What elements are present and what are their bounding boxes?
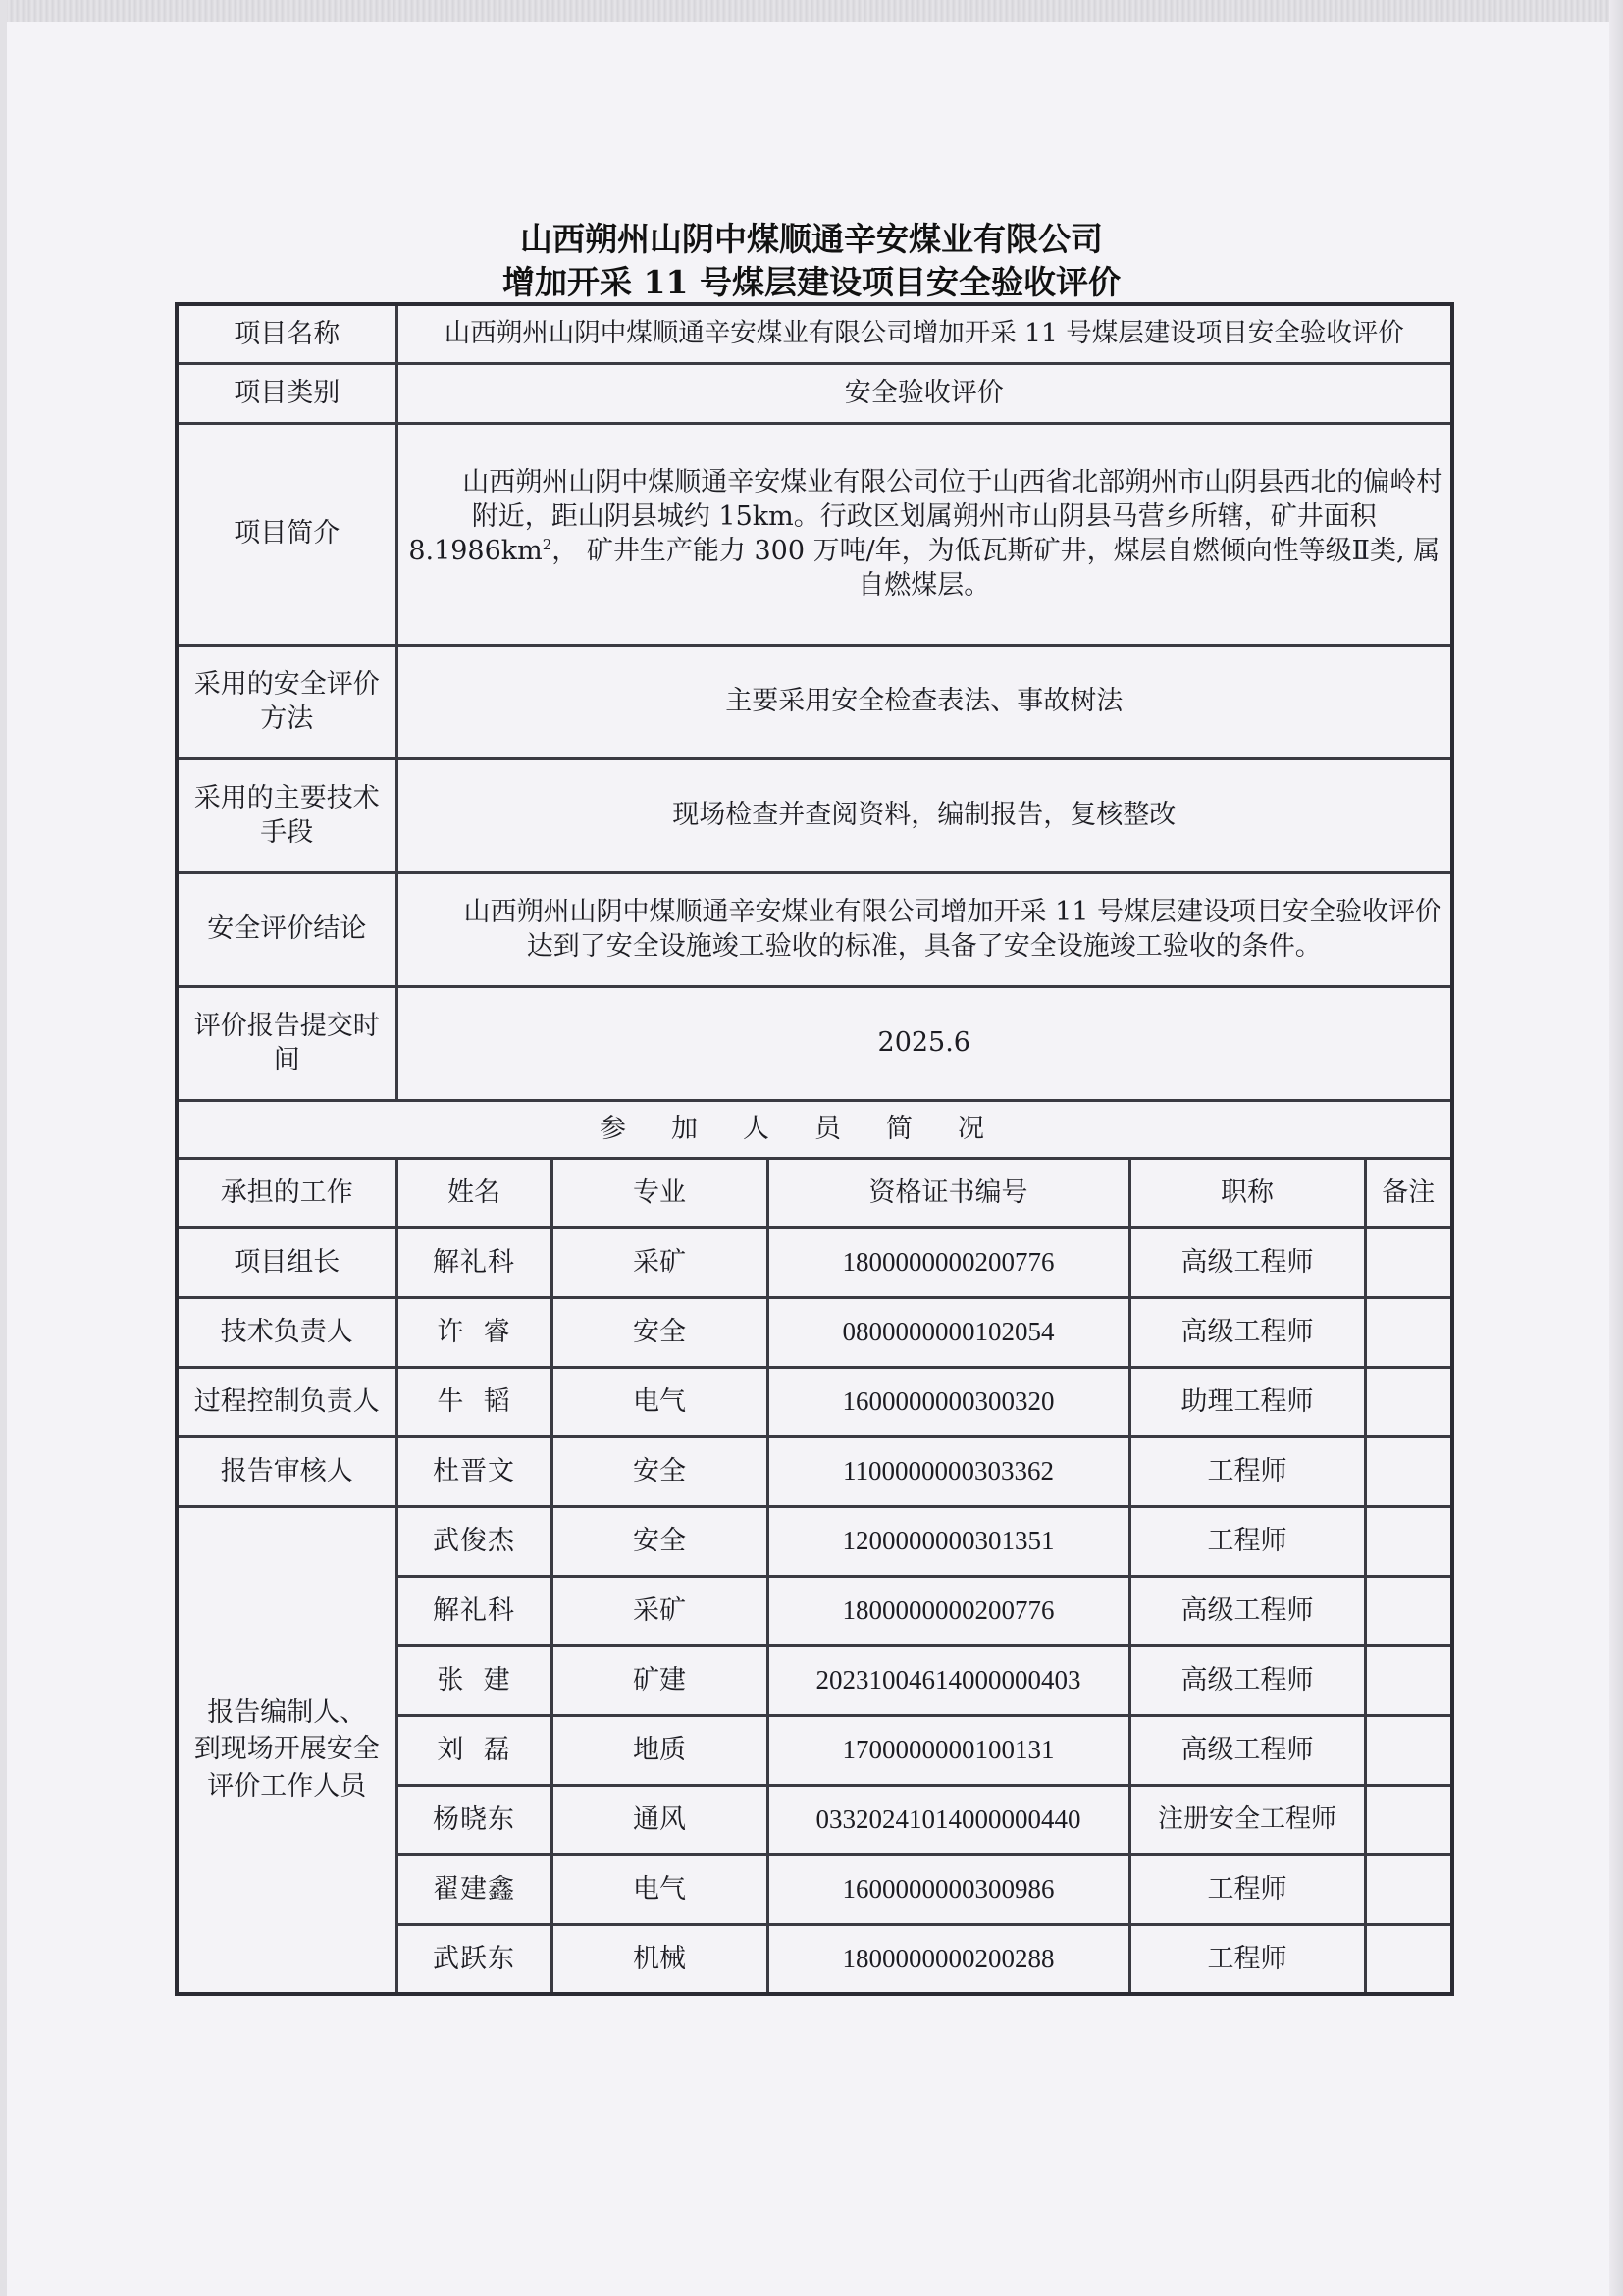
major-cell: 安全 xyxy=(551,1436,767,1506)
name-cell: 解礼科 xyxy=(396,1227,551,1297)
name-cell: 刘 磊 xyxy=(396,1715,551,1785)
name-cell: 翟建鑫 xyxy=(396,1854,551,1924)
row-technical-means xyxy=(177,758,1452,872)
note-cell xyxy=(1365,1715,1452,1785)
name-cell: 武跃东 xyxy=(396,1924,551,1994)
date-value: 2025.6 xyxy=(396,986,1452,1100)
cert-cell: 20231004614000000403 xyxy=(767,1645,1129,1715)
conclusion-label: 安全评价结论 xyxy=(177,872,396,986)
note-cell xyxy=(1365,1785,1452,1854)
title-cell: 高级工程师 xyxy=(1129,1297,1365,1367)
major-cell: 通风 xyxy=(551,1785,767,1854)
cert-cell: 1200000000301351 xyxy=(767,1506,1129,1576)
note-cell xyxy=(1365,1436,1452,1506)
note-cell xyxy=(1365,1645,1452,1715)
means-label-line-1: 采用的主要技术 xyxy=(193,782,380,813)
table-row xyxy=(177,1227,1452,1297)
project-intro-label: 项目简介 xyxy=(177,423,396,645)
major-cell: 安全 xyxy=(551,1506,767,1576)
role-cell: 项目组长 xyxy=(177,1227,396,1297)
role-cell: 技术负责人 xyxy=(177,1297,396,1367)
row-project-intro xyxy=(177,423,1452,645)
means-label xyxy=(177,758,396,872)
intro-superscript: 2 xyxy=(542,536,552,553)
row-evaluation-method xyxy=(177,645,1452,758)
table-row xyxy=(177,1297,1452,1367)
method-label-line-1: 采用的安全评价 xyxy=(193,668,380,700)
cert-cell: 1700000000100131 xyxy=(767,1715,1129,1785)
major-cell: 矿建 xyxy=(551,1645,767,1715)
method-label xyxy=(177,645,396,758)
table-row xyxy=(177,1506,1452,1576)
row-conclusion xyxy=(177,872,1452,986)
intro-text-part-2: ， 矿井生产能力 300 万吨/年，为低瓦斯矿井，煤层自燃倾向性等级Ⅱ类, 属自燃煤层。 xyxy=(551,536,1440,601)
major-cell: 采矿 xyxy=(551,1227,767,1297)
note-cell xyxy=(1365,1367,1452,1436)
row-personnel-header xyxy=(177,1158,1452,1227)
row-personnel-section xyxy=(177,1100,1452,1158)
row-submission-date xyxy=(177,986,1452,1100)
role-cell: 报告审核人 xyxy=(177,1436,396,1506)
title-cell: 助理工程师 xyxy=(1129,1367,1365,1436)
personnel-section-title: 参加人员简况 xyxy=(177,1100,1452,1158)
row-project-type xyxy=(177,363,1452,423)
note-cell xyxy=(1365,1854,1452,1924)
header-role: 承担的工作 xyxy=(177,1158,396,1227)
title-cell: 工程师 xyxy=(1129,1854,1365,1924)
major-cell: 机械 xyxy=(551,1924,767,1994)
name-cell: 杨晓东 xyxy=(396,1785,551,1854)
major-cell: 采矿 xyxy=(551,1576,767,1645)
staff-role-line-1: 报告编制人、 xyxy=(207,1696,367,1728)
title-cell: 工程师 xyxy=(1129,1436,1365,1506)
method-label-line-2: 方法 xyxy=(260,704,314,734)
header-cert: 资格证书编号 xyxy=(767,1158,1129,1227)
header-name: 姓名 xyxy=(396,1158,551,1227)
major-cell: 电气 xyxy=(551,1854,767,1924)
cert-cell: 0800000000102054 xyxy=(767,1297,1129,1367)
title-cell: 工程师 xyxy=(1129,1506,1365,1576)
staff-role-line-3: 评价工作人员 xyxy=(207,1771,367,1802)
conclusion-value xyxy=(396,872,1452,986)
header-note: 备注 xyxy=(1365,1158,1452,1227)
project-type-label: 项目类别 xyxy=(177,363,396,423)
note-cell xyxy=(1365,1924,1452,1994)
title-cell: 高级工程师 xyxy=(1129,1715,1365,1785)
table-row xyxy=(177,1436,1452,1506)
header-major: 专业 xyxy=(551,1158,767,1227)
date-label-line-2: 间 xyxy=(273,1045,300,1075)
cert-cell: 03320241014000000440 xyxy=(767,1785,1129,1854)
date-label xyxy=(177,986,396,1100)
note-cell xyxy=(1365,1506,1452,1576)
project-intro-value xyxy=(396,423,1452,645)
scan-edge-right xyxy=(1609,0,1623,2296)
name-cell: 许 睿 xyxy=(396,1297,551,1367)
table-row xyxy=(177,1367,1452,1436)
name-cell: 武俊杰 xyxy=(396,1506,551,1576)
major-cell: 安全 xyxy=(551,1297,767,1367)
name-cell: 杜晋文 xyxy=(396,1436,551,1506)
major-cell: 地质 xyxy=(551,1715,767,1785)
document-title-line-2: 增加开采 11 号煤层建设项目安全验收评价 xyxy=(502,263,1121,301)
name-cell: 张 建 xyxy=(396,1645,551,1715)
cert-cell: 1800000000200776 xyxy=(767,1576,1129,1645)
name-cell: 解礼科 xyxy=(396,1576,551,1645)
conclusion-text: 山西朔州山阴中煤顺通辛安煤业有限公司增加开采 11 号煤层建设项目安全验收评价达到了安全设施竣工验收的标准，具备了安全设施竣工验收的条件。 xyxy=(463,896,1442,962)
title-cell: 高级工程师 xyxy=(1129,1645,1365,1715)
means-label-line-2: 手段 xyxy=(260,817,314,848)
means-value: 现场检查并查阅资料，编制报告，复核整改 xyxy=(396,758,1452,872)
cert-cell: 1600000000300986 xyxy=(767,1854,1129,1924)
name-cell: 牛 韬 xyxy=(396,1367,551,1436)
intro-text-part-1: 山西朔州山阴中煤顺通辛安煤业有限公司位于山西省北部朔州市山阴县西北的偏岭村附近，距山阴县城约 15km。行政区划属朔州市山阴县马营乡所辖，矿井面积 8.1986km xyxy=(408,466,1443,566)
evaluation-table xyxy=(175,302,1454,1996)
scan-edge-left xyxy=(0,0,7,2296)
date-label-line-1: 评价报告提交时 xyxy=(193,1010,380,1041)
cert-cell: 1800000000200776 xyxy=(767,1227,1129,1297)
row-project-name xyxy=(177,304,1452,363)
header-title: 职称 xyxy=(1129,1158,1365,1227)
note-cell xyxy=(1365,1227,1452,1297)
title-cell: 高级工程师 xyxy=(1129,1227,1365,1297)
cert-cell: 1600000000300320 xyxy=(767,1367,1129,1436)
staff-role-line-2: 到现场开展安全 xyxy=(193,1734,380,1765)
note-cell xyxy=(1365,1576,1452,1645)
title-cell: 工程师 xyxy=(1129,1924,1365,1994)
document-title-line-1: 山西朔州山阴中煤顺通辛安煤业有限公司 xyxy=(520,220,1103,258)
staff-role-cell xyxy=(177,1506,396,1994)
project-type-value: 安全验收评价 xyxy=(396,363,1452,423)
project-name-value: 山西朔州山阴中煤顺通辛安煤业有限公司增加开采 11 号煤层建设项目安全验收评价 xyxy=(396,304,1452,363)
major-cell: 电气 xyxy=(551,1367,767,1436)
title-cell: 注册安全工程师 xyxy=(1129,1785,1365,1854)
note-cell xyxy=(1365,1297,1452,1367)
title-cell: 高级工程师 xyxy=(1129,1576,1365,1645)
cert-cell: 1800000000200288 xyxy=(767,1924,1129,1994)
cert-cell: 1100000000303362 xyxy=(767,1436,1129,1506)
project-name-label: 项目名称 xyxy=(177,304,396,363)
method-value: 主要采用安全检查表法、事故树法 xyxy=(396,645,1452,758)
scan-edge-top xyxy=(0,0,1623,22)
role-cell: 过程控制负责人 xyxy=(177,1367,396,1436)
